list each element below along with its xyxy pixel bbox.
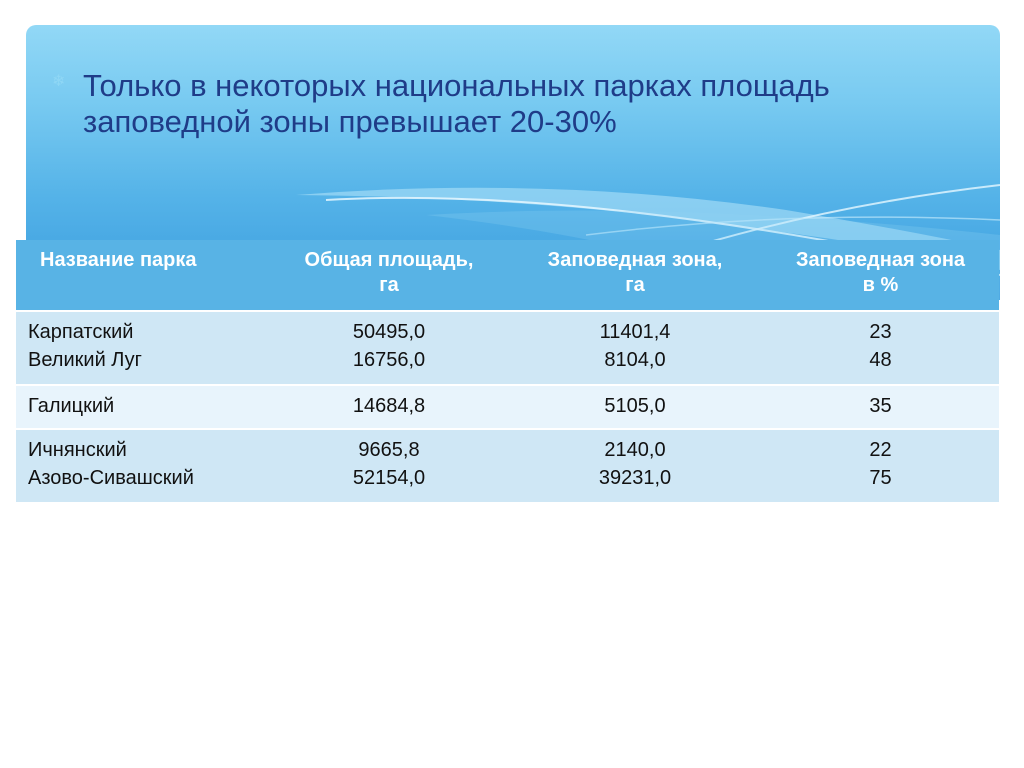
cell-park-name: Ичнянский Азово-Сивашский: [16, 429, 270, 502]
table-row: [16, 429, 999, 502]
header-reserve-area: Заповедная зона, га: [508, 240, 762, 311]
cell-total-area: 14684,8: [270, 385, 508, 429]
parks-table: [16, 240, 999, 502]
title-line-2: заповедной зоны превышает 20-30%: [83, 104, 617, 139]
cell-reserve-percent: 35: [762, 385, 999, 429]
cell-reserve-percent: 23 48: [762, 311, 999, 385]
cell-reserve-area: 2140,0 39231,0: [508, 429, 762, 502]
table-row: [16, 385, 999, 429]
cell-reserve-area: 11401,4 8104,0: [508, 311, 762, 385]
table-header-row: [16, 240, 999, 311]
cell-park-name: Галицкий: [16, 385, 270, 429]
table-row: [16, 311, 999, 385]
slide-title-text: [83, 68, 830, 140]
header-park-name: Название парка: [16, 240, 270, 311]
cell-park-name: Карпатский Великий Луг: [16, 311, 270, 385]
header-reserve-percent: Заповедная зона в %: [762, 240, 999, 311]
snowflake-bullet-icon: ❄: [52, 73, 66, 90]
cell-reserve-area: 5105,0: [508, 385, 762, 429]
bullet-point: [52, 68, 932, 140]
cell-total-area: 9665,8 52154,0: [270, 429, 508, 502]
title-line-1: Только в некоторых национальных парках площадь: [83, 68, 830, 103]
header-total-area: Общая площадь, га: [270, 240, 508, 311]
cell-total-area: 50495,0 16756,0: [270, 311, 508, 385]
cell-reserve-percent: 22 75: [762, 429, 999, 502]
